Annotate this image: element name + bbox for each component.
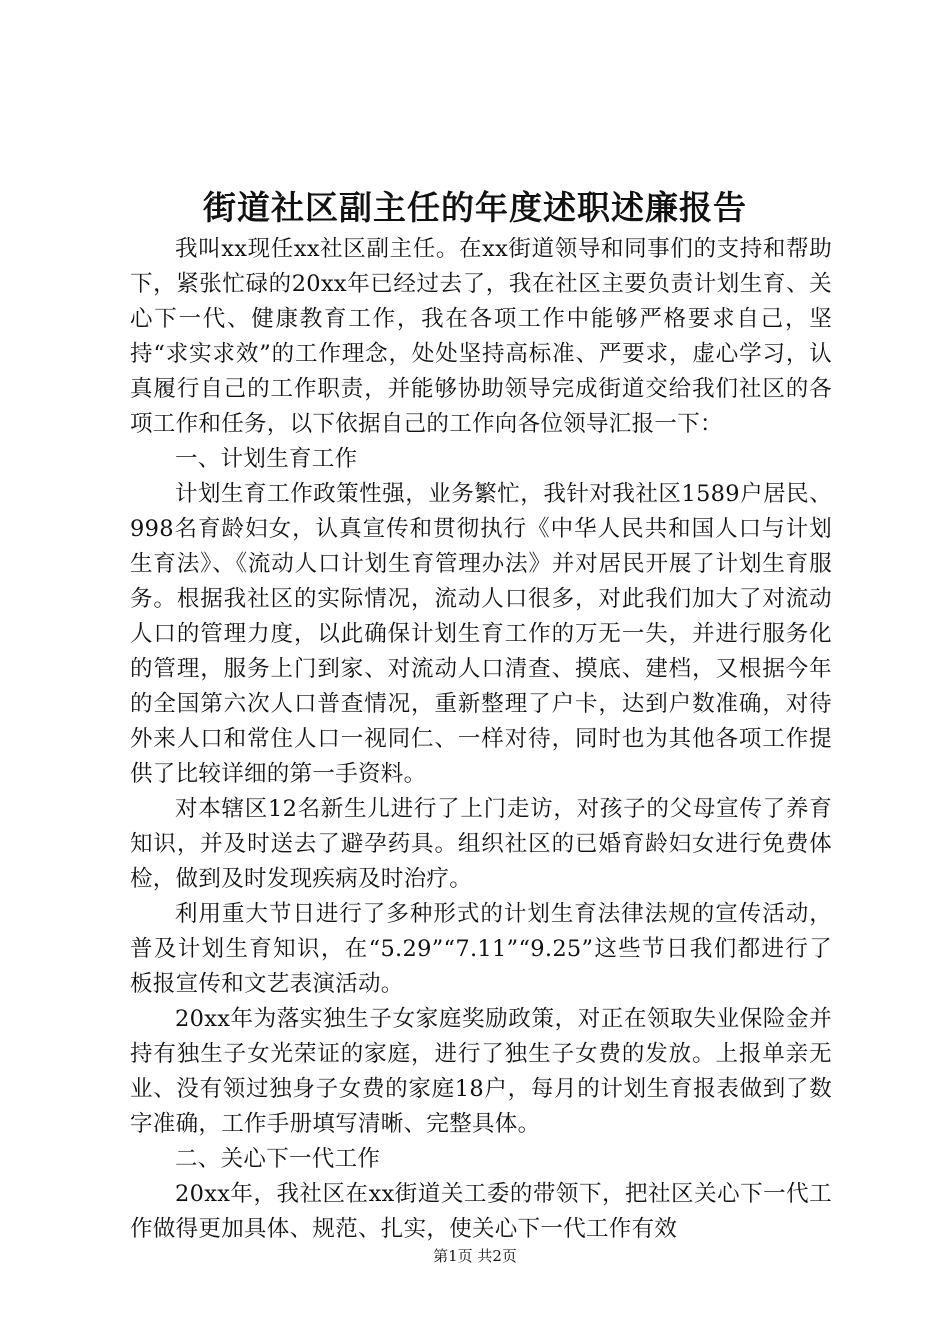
paragraph-intro: 我叫xx现任xx社区副主任。在xx街道领导和同事们的支持和帮助下，紧张忙碌的20xx年已经过去了，我在社区主要负责计划生育、关心下一代、健康教育工作，我在各项工作中能够严格要求自己，坚持“求实求效”的工作理念，处处坚持高标准、严要求，虚心学习，认真履行自己的工作职责，并能够协助领导完成街道交给我们社区的各项工作和任务，以下依据自己的工作向各位领导汇报一下：	[130, 236, 832, 437]
paragraph-only-child-rewards: 20xx年为落实独生子女家庭奖励政策，对正在领取失业保险金并持有独生子女光荣证的家庭，进行了独生子女费的发放。上报单亲无业、没有领过独身子女费的家庭18户，每月的计划生育报表做到了数字准确，工作手册填写清晰、完整具体。	[130, 1006, 832, 1137]
paragraph-next-generation: 20xx年，我社区在xx街道关工委的带领下，把社区关心下一代工作做得更加具体、规范、扎实，使关心下一代工作有效	[130, 1181, 832, 1242]
paragraph-family-planning-policy: 计划生育工作政策性强，业务繁忙，我针对我社区1589户居民、998名育龄妇女，认真宣传和贯彻执行《中华人民共和国人口与计划生育法》、《流动人口计划生育管理办法》并对居民开展了计划生育服务。根据我社区的实际情况，流动人口很多，对此我们加大了对流动人口的管理力度，以此确保计划生育工作的万无一失，并进行服务化的管理，服务上门到家、对流动人口清查、摸底、建档，又根据今年的全国第六次人口普查情况，重新整理了户卡，达到户数准确，对待外来人口和常住人口一视同仁、一样对待，同时也为其他各项工作提供了比较详细的第一手资料。	[130, 481, 832, 787]
section-heading-next-generation: 二、关心下一代工作	[175, 1146, 381, 1172]
document-title: 街道社区副主任的年度述职述廉报告	[203, 188, 747, 227]
paragraph-newborn-visits: 对本辖区12名新生儿进行了上门走访，对孩子的父母宣传了养育知识，并及时送去了避孕药具。组织社区的已婚育龄妇女进行免费体检，做到及时发现疾病及时治疗。	[130, 796, 832, 892]
document-body	[130, 232, 832, 1247]
paragraph-holiday-campaigns: 利用重大节日进行了多种形式的计划生育法律法规的宣传活动，普及计划生育知识，在“5.29”“7.11”“9.25”这些节日我们都进行了板报宣传和文艺表演活动。	[130, 901, 832, 997]
page-footer: 第1页 共2页	[433, 1247, 517, 1265]
section-heading-family-planning: 一、计划生育工作	[175, 446, 358, 472]
